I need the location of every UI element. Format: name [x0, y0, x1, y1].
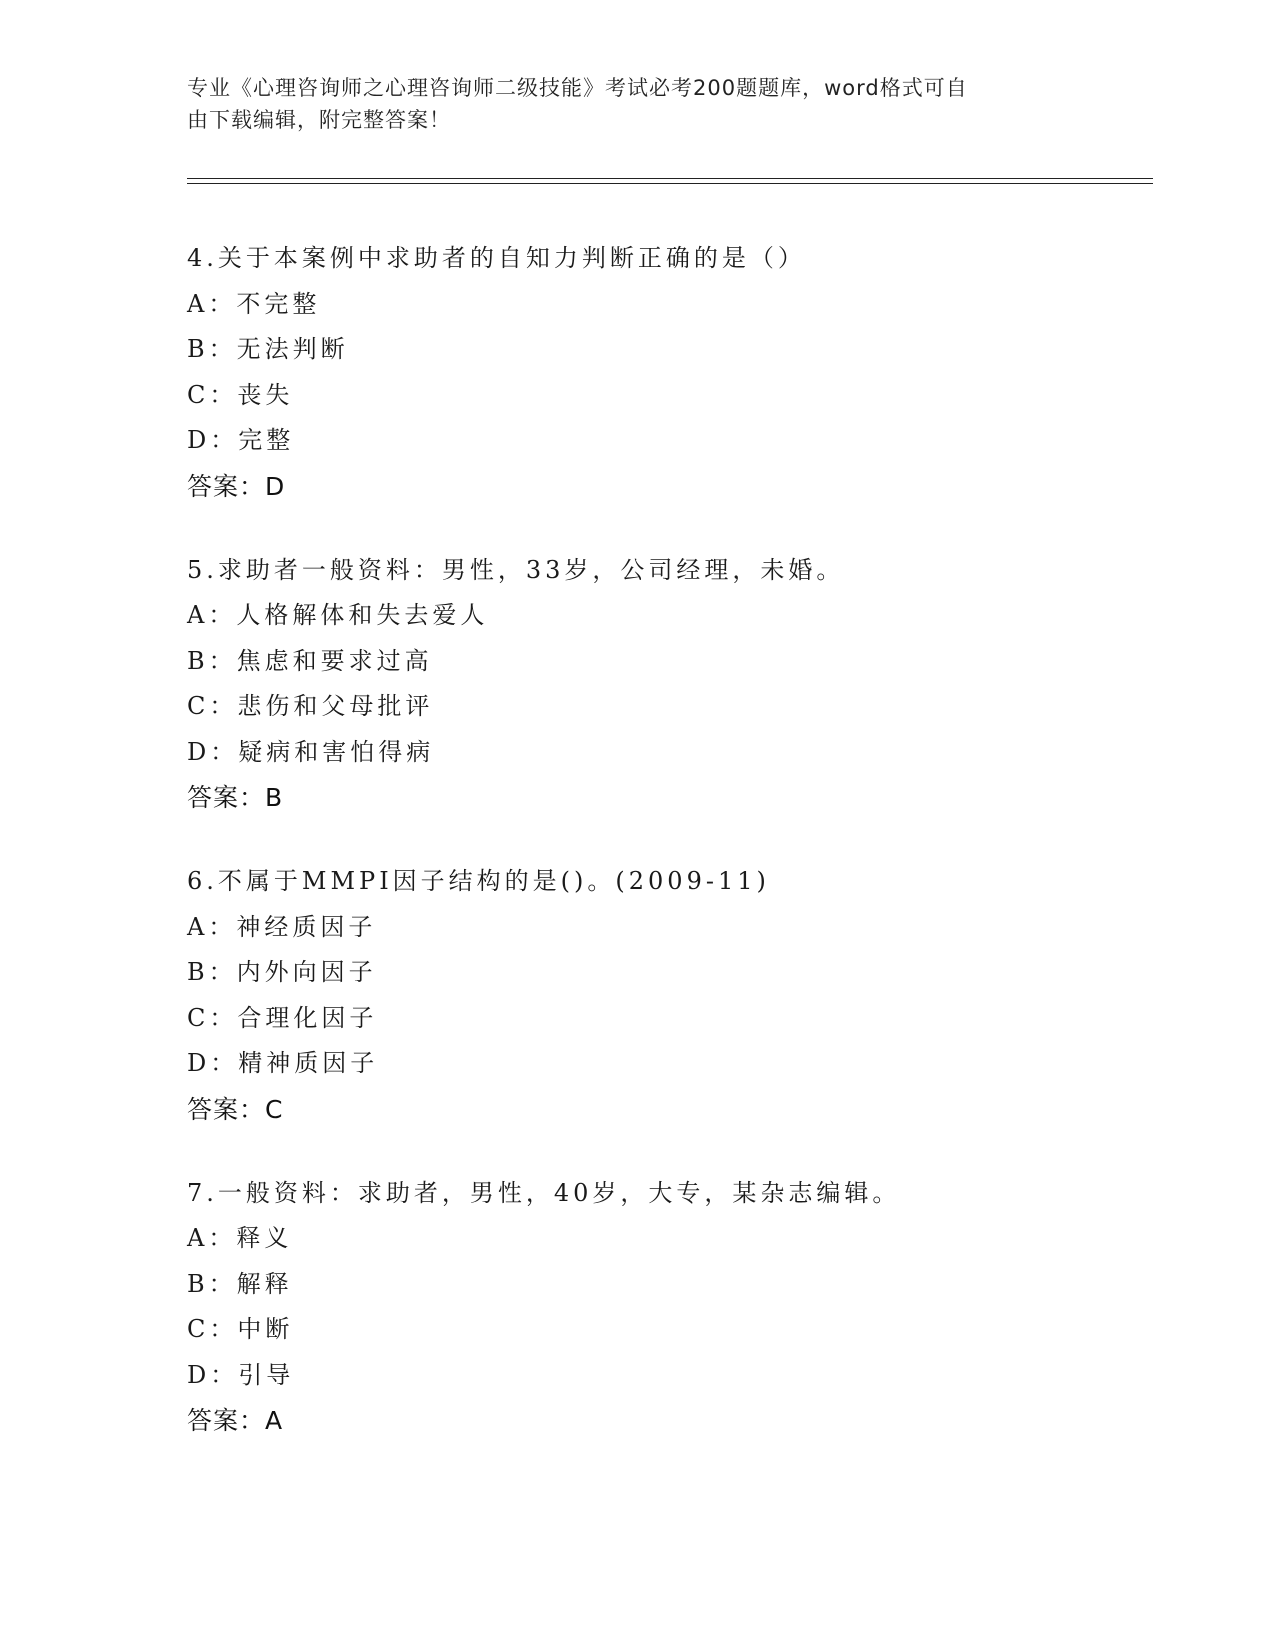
option-a: A：神经质因子 — [187, 912, 377, 941]
answer-line: 答案：D — [187, 471, 286, 501]
question-list — [187, 236, 1147, 1482]
answer-line: 答案：C — [187, 1094, 284, 1124]
header-divider-bottom — [187, 183, 1153, 184]
option-c: C：丧失 — [187, 380, 294, 409]
question-stem: 6.不属于MMPI因子结构的是()。(2009-11) — [187, 867, 770, 895]
header-title-line-1: 专业《心理咨询师之心理咨询师二级技能》考试必考200题题库，word格式可自 — [187, 76, 968, 100]
question-6 — [187, 859, 1147, 1133]
question-stem: 5.求助者一般资料：男性，33岁，公司经理，未婚。 — [187, 555, 845, 584]
option-b: B：焦虑和要求过高 — [187, 646, 433, 675]
option-c: C：合理化因子 — [187, 1003, 378, 1032]
option-b: B：解释 — [187, 1269, 293, 1298]
option-c: C：悲伤和父母批评 — [187, 692, 434, 720]
question-5 — [187, 548, 1147, 822]
option-d: D：精神质因子 — [187, 1049, 379, 1077]
option-a: A：人格解体和失去爱人 — [187, 601, 489, 629]
option-d: D：完整 — [187, 426, 295, 454]
question-stem: 7.一般资料：求助者，男性，40岁，大专，某杂志编辑。 — [187, 1178, 901, 1207]
document-header — [187, 72, 1077, 136]
option-d: D：疑病和害怕得病 — [187, 737, 435, 766]
header-divider-top — [187, 178, 1153, 179]
question-7 — [187, 1171, 1147, 1445]
question-stem: 4.关于本案例中求助者的自知力判断正确的是（） — [187, 244, 806, 272]
option-b: B：无法判断 — [187, 335, 349, 363]
option-c: C：中断 — [187, 1315, 294, 1343]
header-title-line-2: 由下载编辑，附完整答案！ — [187, 108, 451, 132]
option-b: B：内外向因子 — [187, 958, 377, 986]
option-a: A：不完整 — [187, 289, 321, 318]
answer-line: 答案：B — [187, 783, 284, 812]
question-4 — [187, 236, 1147, 510]
answer-line: 答案：A — [187, 1406, 284, 1435]
option-d: D：引导 — [187, 1360, 295, 1389]
option-a: A：释义 — [187, 1224, 293, 1252]
